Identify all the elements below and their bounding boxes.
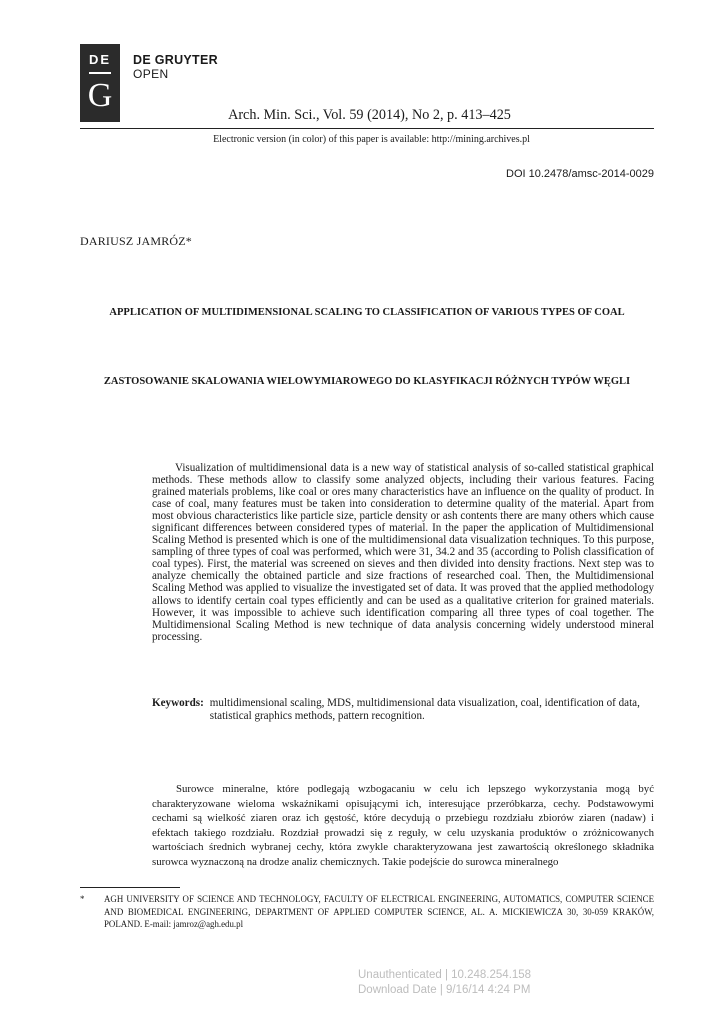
author-name: DARIUSZ JAMRÓZ* bbox=[80, 234, 193, 248]
watermark-line-1: Unauthenticated | 10.248.254.158 bbox=[358, 969, 532, 981]
title-english: APPLICATION OF MULTIDIMENSIONAL SCALING TO CLASSIFICATION OF VARIOUS TYPES OF COAL bbox=[109, 307, 625, 318]
journal-citation: Arch. Min. Sci., Vol. 59 (2014), No 2, p. 413–425 bbox=[228, 107, 511, 123]
keywords-label: Keywords: bbox=[152, 697, 204, 709]
footnote-text: AGH UNIVERSITY OF SCIENCE AND TECHNOLOGY, FACULTY OF ELECTRICAL ENGINEERING, AUTOMATICS, COMPUTER SCIENCE AND BIOMEDICAL ENGINEERING, DEPARTMENT OF APPLIED COMPUTER SCIENCE, AL. A. MICKIEWICZA 30, 30-059 KRAKÓW, POLAND. E-mail: jamroz@agh.edu.pl bbox=[104, 894, 654, 929]
download-watermark bbox=[358, 968, 531, 998]
footnote-mark: * bbox=[80, 894, 85, 904]
keywords-text: multidimensional scaling, MDS, multidimensional data visualization, coal, identification of data, statistical graphics methods, pattern recognition. bbox=[209, 697, 640, 722]
doi: DOI 10.2478/amsc-2014-0029 bbox=[506, 168, 654, 180]
title-polish: ZASTOSOWANIE SKALOWANIA WIELOWYMIAROWEGO DO KLASYFIKACJI RÓŻNYCH TYPÓW WĘGLI bbox=[103, 376, 631, 387]
footnote bbox=[80, 893, 654, 931]
publisher-subtitle: OPEN bbox=[133, 67, 169, 81]
watermark-line-2: Download Date | 9/16/14 4:24 PM bbox=[358, 984, 531, 996]
abstract-english: Visualization of multidimensional data is a new way of statistical analysis of so-called statistical graphical methods. These methods allow to classify some analyzed objects, including their various features. Facing grained materials problems, like coal or ores many characteristics have an influence on the quality of product. In case of coal, many features must be taken into consideration to determine quality of the material. Apart from most obvious characteristics like particle size, particle density or ash contents there are many others which cause significant differences between considered types of material. In the paper the application of Multidimensional Scaling Method is presented which is one of the multidimensional data visualization techniques. To this purpose, sampling of three types of coal was performed, which were 31, 34.2 and 35 (according to Polish classification of coal types). First, the material was screened on sieves and then divided into density fractions. Next step was to analyze chemically the obtained particle and size fractions of researched coal. Then, the Multidimensional Scaling Method was applied to visualize the investigated set of data. It was proved that the applied methodology allows to identify certain coal types efficiently and can be used as a qualitative criterion for grained materials. However, it was impossible to achieve such identification comparing all three types of coal together. The Multidimensional Scaling Method is new technique of data analysis concerning widely understood mineral processing. bbox=[152, 462, 654, 643]
logo-top-letters: DE bbox=[88, 52, 112, 67]
publisher-name: DE GRUYTER bbox=[133, 53, 218, 67]
header-rule bbox=[80, 128, 654, 129]
publisher-brand bbox=[133, 53, 218, 81]
footnote-rule bbox=[80, 887, 180, 888]
logo-divider bbox=[89, 72, 111, 74]
abstract-polish: Surowce mineralne, które podlegają wzbogacaniu w celu ich lepszego wykorzystania mogą być charakteryzowane wieloma wskaźnikami opisującymi ich, interesujące przeróbkarza, cechy. Podstawowymi cechami są wielkość ziaren oraz ich gęstość, które decydują o przebiegu rozdziału zbiorów ziaren (nadaw) i efektach takiego rozdziału. Rozdział prowadzi się z reguły, w celu uzyskania produktów o zróżnicowanych wartościach średnich wybranej cechy, która zwykle charakteryzowana jest zawartością określonego składnika surowca wyznaczoną na drodze analiz chemicznych. Takie podejście do surowca mineralnego bbox=[152, 783, 654, 868]
logo-bottom-letter: G bbox=[87, 77, 113, 114]
keywords bbox=[152, 697, 654, 723]
electronic-version-note: Electronic version (in color) of this paper is available: http://mining.archives.pl bbox=[213, 134, 530, 145]
